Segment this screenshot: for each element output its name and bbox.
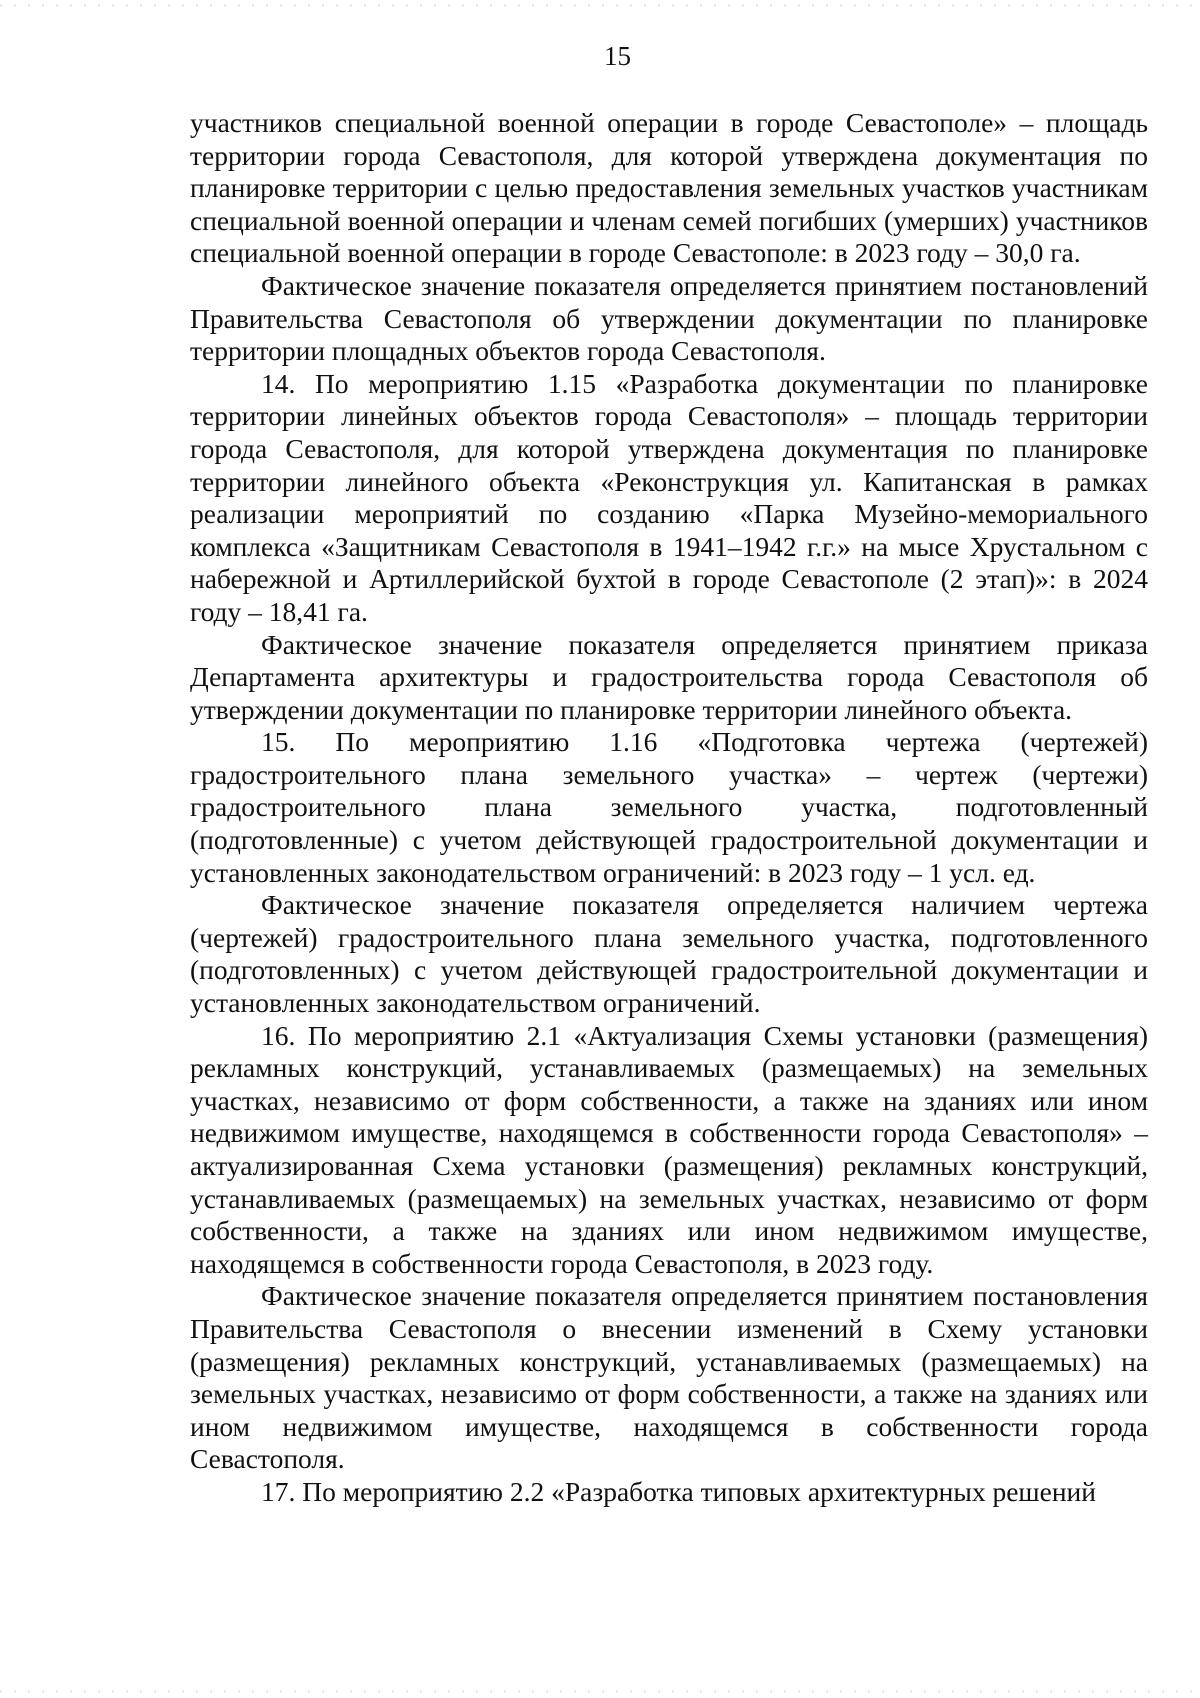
paragraph-item-15: 15. По мероприятию 1.16 «Подготовка чертежа (чертежей) градостроительного плана земельного участка» – чертеж (чертежи) градостроительного плана земельного участка, подготовленный (подготовленные) с учетом действующей градостроительной документации и установленных законодательством ограничений: в 2023 году – 1 усл. ед.: [190, 726, 1148, 888]
scan-edge-top: [0, 4, 1200, 7]
paragraph-item-17: 17. По мероприятию 2.2 «Разработка типовых архитектурных решений: [261, 1475, 1096, 1507]
paragraph-2: Фактическое значение показателя определяется принятием постановлений Правительства Севастополя об утверждении документации по планировке территории площадных объектов города Севастополя.: [190, 269, 1148, 367]
paragraph-6: Фактическое значение показателя определяется наличием чертежа (чертежей) градостроительного плана земельного участка, подготовленного (подготовленных) с учетом действующей градостроительной документации и установленных законодательством ограничений.: [190, 889, 1148, 1019]
paragraph-1: участников специальной военной операции в городе Севастополе» – площадь территории города Севастополя, для которой утверждена документация по планировке территории с целью предоставления земельных участков участникам специальной военной операции и членам семей погибших (умерших) участников специальной военной операции в городе Севастополе: в 2023 году – 30,0 га.: [190, 107, 1148, 269]
paragraph-4: Фактическое значение показателя определяется принятием приказа Департамента архитектуры и градостроительства города Севастополя об утверждении документации по планировке территории линейного объекта.: [190, 628, 1148, 725]
paragraph-item-16: 16. По мероприятию 2.1 «Актуализация Схемы установки (размещения) рекламных конструкций, устанавливаемых (размещаемых) на земельных участках, независимо от форм собственности, а также на зданиях или ином недвижимом имуществе, находящемся в собственности города Севастополя» – актуализированная Схема установки (размещения) рекламных конструкций, устанавливаемых (размещаемых) на земельных участках, независимо от форм собственности, а также на зданиях или ином недвижимом имуществе, находящемся в собственности города Севастополя, в 2023 году.: [190, 1019, 1148, 1279]
page-number: 15: [604, 41, 631, 71]
paragraph-8: Фактическое значение показателя определяется принятием постановления Правительства Севастополя о внесении изменений в Схему установки (размещения) рекламных конструкций, устанавливаемых (размещаемых) на земельных участках, независимо от форм собственности, а также на зданиях или ином недвижимом имуществе, находящемся в собственности города Севастополя.: [190, 1280, 1148, 1475]
paragraph-item-14: 14. По мероприятию 1.15 «Разработка документации по планировке территории линейных объектов города Севастополя» – площадь территории города Севастополя, для которой утверждена документация по планировке территории линейного объекта «Реконструкция ул. Капитанская в рамках реализации мероприятий по созданию «Парка Музейно-мемориального комплекса «Защитникам Севастополя в 1941–1942 г.г.» на мысе Хрустальном с набережной и Артиллерийской бухтой в городе Севастополе (2 этап)»: в 2024 году – 18,41 га.: [190, 367, 1148, 627]
document-body: [190, 107, 1148, 1509]
scan-edge-bottom: [0, 1690, 1200, 1693]
